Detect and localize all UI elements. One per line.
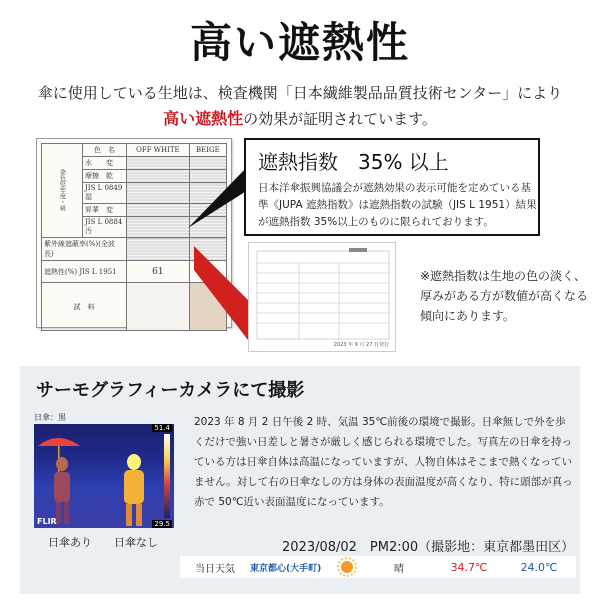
heat-index-note: ※遮熱指数は生地の色の淡く、厚みがある方が数値が高くなる傾向にあります。: [420, 269, 589, 323]
uv-label: 紫外線遮蔽率(%)(全波長): [42, 238, 127, 261]
table-row-label: 水 変: [83, 157, 127, 170]
callout-black-triangle: [188, 166, 248, 228]
scale-bottom: 29.5: [154, 520, 170, 528]
caption-with-parasol: 日傘あり: [48, 536, 92, 549]
weather-high: 34.7℃: [450, 560, 488, 574]
table-group-label: 染色堅牢度・級: [42, 144, 83, 238]
thermography-figures: [34, 424, 174, 528]
callout-red-triangle: [194, 246, 248, 340]
intro-line-1: 傘に使用している生地は、検査機関「日本繊維製品品質技術センター」により: [37, 84, 563, 102]
table-row-label: 昇華 変: [83, 204, 127, 217]
table-row-label: 摩擦 乾: [83, 170, 127, 183]
test-document-image: [248, 242, 396, 352]
page-title: 高い遮熱性: [189, 18, 410, 67]
weather-low: 24.0℃: [520, 560, 558, 574]
table-row-label: JIS L 0849 湿: [83, 183, 127, 204]
table-row-label: JIS L 0884 汚: [83, 217, 127, 238]
heat-index-box: [244, 138, 540, 236]
intro-highlight: 高い遮熱性: [163, 109, 244, 128]
heat-value-offwhite: 61: [127, 261, 190, 283]
scale-top: 51.4: [154, 424, 170, 432]
weather-location: 東京都心(大手町): [250, 563, 322, 574]
table-header-offwhite: OFF WHITE: [127, 144, 190, 157]
weather-label: 当日天気: [195, 563, 235, 575]
thermography-description: 2023 年 8 月 2 日午後 2 時、気温 35℃前後の環境で撮影。日傘無しで外を歩くだけで強い日差しと暑さが厳しく感じられる環境でした。写真左の日傘を持っている方は日傘自体は高温になっていますが、人物自体はそこまで熱くなっていません。対して右の日傘なしの方は身体の表面温度が高くなり、特に頭部が真っ赤で 50℃近い表面温度になっています。: [194, 416, 573, 508]
thermography-section: [20, 366, 580, 594]
heat-index-text: 日本洋傘振興協議会が遮熱効果の表示可能を定めている基準《JUPA 遮熱指数》は遮熱指数の試験（JIS L 1951）結果が遮熱指数 35%以上のものに限られております。: [258, 182, 537, 228]
weather-bar: [180, 556, 576, 578]
thermography-image-label: 日傘：黒: [34, 413, 66, 422]
table-header-beige: BEIGE: [189, 144, 226, 157]
thermography-title: サーモグラフィーカメラにて撮影: [36, 380, 305, 401]
flir-logo: FLIR: [37, 517, 57, 526]
heat-label: 遮熱性(%) JIS L 1951: [42, 261, 127, 283]
heat-index-title: 遮熱指数 35% 以上: [258, 150, 449, 174]
weather-condition: 晴: [394, 563, 404, 575]
sample-label: 試 料: [42, 283, 127, 331]
table-header-name: 色 名: [83, 144, 127, 157]
intro-rest: の効果が証明されています。: [243, 110, 437, 128]
document-date: 2023 年 9 月 27 日発行: [333, 342, 389, 348]
thermography-image: [34, 424, 174, 528]
thermography-date: 2023/08/02 PM2:00（撮影地：東京都墨田区）: [282, 540, 575, 555]
sun-icon: [330, 556, 364, 578]
caption-without-parasol: 日傘なし: [114, 536, 158, 549]
document-lines: [249, 243, 396, 352]
